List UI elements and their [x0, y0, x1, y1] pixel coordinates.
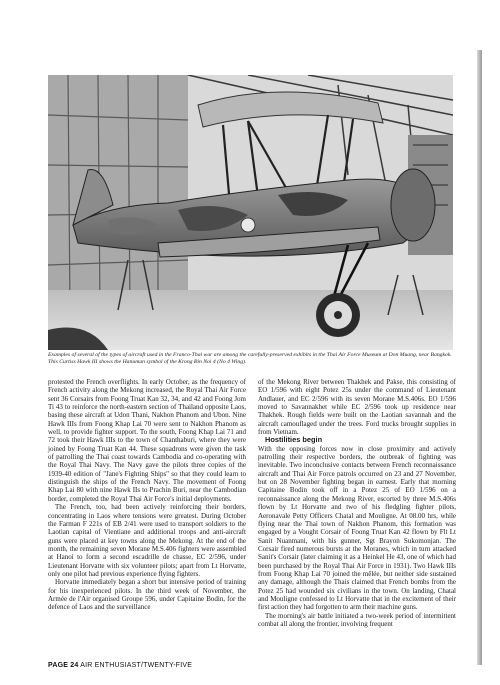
section-heading: Hostilities begin: [265, 435, 323, 445]
paragraph: of the Mekong River between Thakhek and Pakse, this consisting of EO 1/596 with eight Potez 25s under the command of Lieutenant Andlauer, and EC 2/596 with its seven Morane M.S.406s. EO 1/596 moved to Savannakhet while EC 2/596 took up residence near Thakhek. Rough fields were built on the Laotian savannah and the aircraft camouflaged under the trees. Ford trucks brought supplies in from Vietnam.: [258, 378, 456, 437]
publication-name: AIR ENTHUSIAST/TWENTY-FIVE: [80, 662, 193, 669]
right-column: [258, 378, 456, 628]
page-edge-shadow: [477, 50, 482, 665]
paragraph: The French, too, had been actively reinforcing their borders, concentrating in Laos where tensions were greatest. During October the Farman F 221s of EB 2/41 were used to transport soldiers to the Laotian capital of Vientiane and additional troops and anti-aircraft guns were placed at key towns along the Mekong. At the end of the month, the remaining seven Morane M.S.406 fighters were assembled at Hanoi to form a second escadrille de chasse, EC 2/596, under Lieutenant Horvatte with six volunteer pilots; apart from Lt Horvatte, only one pilot had previous experience flying fighters.: [48, 503, 246, 578]
paragraph: With the opposing forces now in close proximity and actively patrolling their respective borders, the outbreak of fighting was inevitable. Two inconclusive contacts between French reconnaissance aircraft and Thai Air Force patrols occurred on 23 and 27 November, but on 28 November fighting began in earnest. Early that morning Capitaine Bodin took off in a Potez 25 of EO 1/596 on a reconnaissance along the Mekong River, escorted by three M.S.406s flown by Lt Horvatte and two of his fledgling fighter pilots, Aeronavale Petty Officers Chatal and Mouligne. At 08.00 hrs, while flying near the Thai town of Nakhon Phanom, this formation was engaged by a Vought Corsair of Foong Truat Kan 42 flown by Flt Lt Sanit Nuanmani, with his gunner, Sgt Brayon Sukomonjan. The Corsair fired numerous bursts at the Moranes, which in turn attacked Sanit's Corsair (later claiming it as a Heinkel He 43, one of which had been purchased by the Royal Thai Air Force in 1931). Two Hawk IIIs from Foong Khap Lai 70 joined the mêlée, but neither side sustained any damage, although the Thais claimed that French bombs from the Potez 25 had wounded six civilians in the town. On landing, Chatal and Mouligne confessed to Lt Horvatte that in the excitement of their first action they had forgotten to arm their machine guns.: [258, 444, 456, 612]
left-column: [48, 378, 246, 612]
paragraph: Horvatte immediately began a short but intensive period of training for his inexperienced pilots. In the third week of November, the Armée de l'Air organised Groupe 596, under Capitaine Bodin, for the defence of Laos and the surveillance: [48, 578, 246, 612]
aircraft-photo: [48, 75, 453, 350]
photo-caption: Examples of several of the types of aircraft used in the Franco-Thai war are among the carefully-preserved exhibits in the Thai Air Force Museum at Don Muang, near Bangkok. This Curtiss Hawk III shows the Hanuman symbol of the Krong Bin Noi 4 (No 4 Wing).: [48, 352, 452, 365]
page-number: PAGE 24: [48, 662, 79, 669]
paragraph: The morning's air battle initiated a two-week period of intermittent combat all along the frontier, involving frequent: [258, 611, 456, 628]
page-footer: [48, 662, 192, 669]
paragraph: protested the French overflights. In early October, as the frequency of French activity along the Mekong increased, the Royal Thai Air Force sent 36 Corsairs from Foong Truat Kan 32, 34, and 42 and Foong Jom Ti 43 to reinforce the north-eastern section of Thailand opposite Laos, basing these aircraft at Udon Thani, Nakhon Phanom and Ubon. Nine Hawk IIIs from Foong Khap Lai 70 were sent to Nakhon Phanom as well, to provide fighter support. To the south, Foong Khap Lai 71 and 72 took their Hawk IIIs to the town of Chanthaburi, where they were joined by Foong Truat Kan 44. These squadrons were given the task of patrolling the Thai coast towards Cambodia and co-operating with the Royal Thai Navy. The Navy gave the pilots three copies of the 1939-40 edition of "Jane's Fighting Ships" so that they could learn to distinguish the ships of the French Navy. The movement of Foong Khap Lai 80 with nine Hawk IIs to Prachin Buri, near the Cambodian border, completed the Royal Thai Air Force's initial deployments.: [48, 378, 246, 503]
